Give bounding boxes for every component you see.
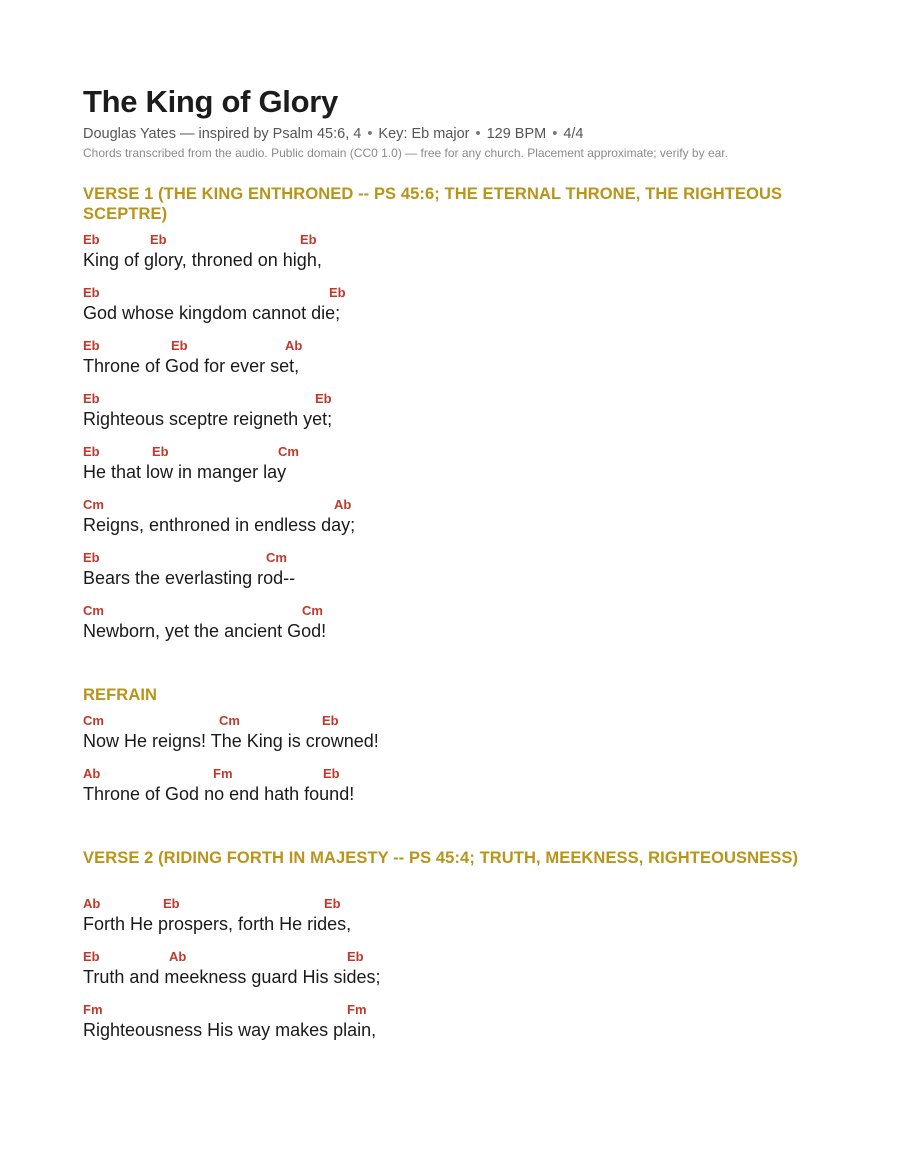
lyric-line: Righteousness His way makes plain, — [83, 1020, 377, 1040]
chord: Eb — [83, 285, 100, 300]
lyric-line: Newborn, yet the ancient God! — [83, 621, 327, 641]
chord: Eb — [315, 391, 332, 406]
chord: Ab — [285, 338, 303, 353]
song-tempo: 129 BPM — [486, 126, 547, 142]
chord: Eb — [83, 444, 100, 459]
chord: Eb — [83, 338, 100, 353]
transcription-note: Chords transcribed from the audio. Public domain (CC0 1.0) — free for any church. Placement approximate; verify by ear. — [83, 146, 728, 160]
song-key: Key: Eb major — [378, 126, 470, 142]
lyric-line: Truth and meekness guard His sides; — [83, 967, 381, 987]
chord: Eb — [171, 338, 188, 353]
chord: Eb — [347, 949, 364, 964]
meta-separator: • — [475, 126, 481, 142]
chord: Cm — [219, 713, 240, 728]
chord: Ab — [169, 949, 187, 964]
lyric-line: Reigns, enthroned in endless day; — [83, 515, 356, 535]
lyric-line: He that low in manger lay — [83, 462, 287, 482]
chord: Eb — [329, 285, 346, 300]
chord: Cm — [83, 713, 104, 728]
lyric-line: Now He reigns! The King is crowned! — [83, 731, 379, 751]
chord: Cm — [83, 603, 104, 618]
chord: Cm — [266, 550, 287, 565]
chord: Cm — [83, 497, 104, 512]
chord: Eb — [300, 232, 317, 247]
chord: Eb — [83, 232, 100, 247]
chord: Eb — [323, 766, 340, 781]
chord: Eb — [150, 232, 167, 247]
chord: Ab — [83, 766, 101, 781]
meta-separator: • — [552, 126, 558, 142]
section-title-refrain: REFRAIN — [83, 686, 158, 704]
lyric-line: Throne of God for ever set, — [83, 356, 300, 376]
chord: Eb — [83, 949, 100, 964]
lyric-line: Throne of God no end hath found! — [83, 784, 355, 804]
chord: Fm — [83, 1002, 103, 1017]
song-meta — [83, 126, 583, 142]
chord: Fm — [347, 1002, 367, 1017]
chord: Ab — [83, 896, 101, 911]
chord: Eb — [163, 896, 180, 911]
section-title-verse-1: VERSE 1 (THE KING ENTHRONED -- PS 45:6; THE ETERNAL THRONE, THE RIGHTEOUS SCEPTRE) — [83, 185, 783, 223]
chord: Ab — [334, 497, 352, 512]
song-title: The King of Glory — [83, 84, 338, 119]
lyric-line: King of glory, throned on high, — [83, 250, 322, 270]
song-author: Douglas Yates — inspired by Psalm 45:6, 4 — [83, 126, 362, 142]
lyric-line: Righteous sceptre reigneth yet; — [83, 409, 333, 429]
chord: Eb — [83, 550, 100, 565]
chord: Eb — [152, 444, 169, 459]
meta-separator: • — [367, 126, 373, 142]
chord: Eb — [324, 896, 341, 911]
chord: Fm — [213, 766, 233, 781]
song-meter: 4/4 — [563, 126, 584, 142]
section-title-verse-2: VERSE 2 (RIDING FORTH IN MAJESTY -- PS 45:4; TRUTH, MEEKNESS, RIGHTEOUSNESS) — [83, 849, 799, 867]
lyric-line: God whose kingdom cannot die; — [83, 303, 341, 323]
chord: Eb — [83, 391, 100, 406]
chord: Cm — [278, 444, 299, 459]
lyric-line: Bears the everlasting rod-- — [83, 568, 296, 588]
lyric-line: Forth He prospers, forth He rides, — [83, 914, 352, 934]
chord: Cm — [302, 603, 323, 618]
chord: Eb — [322, 713, 339, 728]
